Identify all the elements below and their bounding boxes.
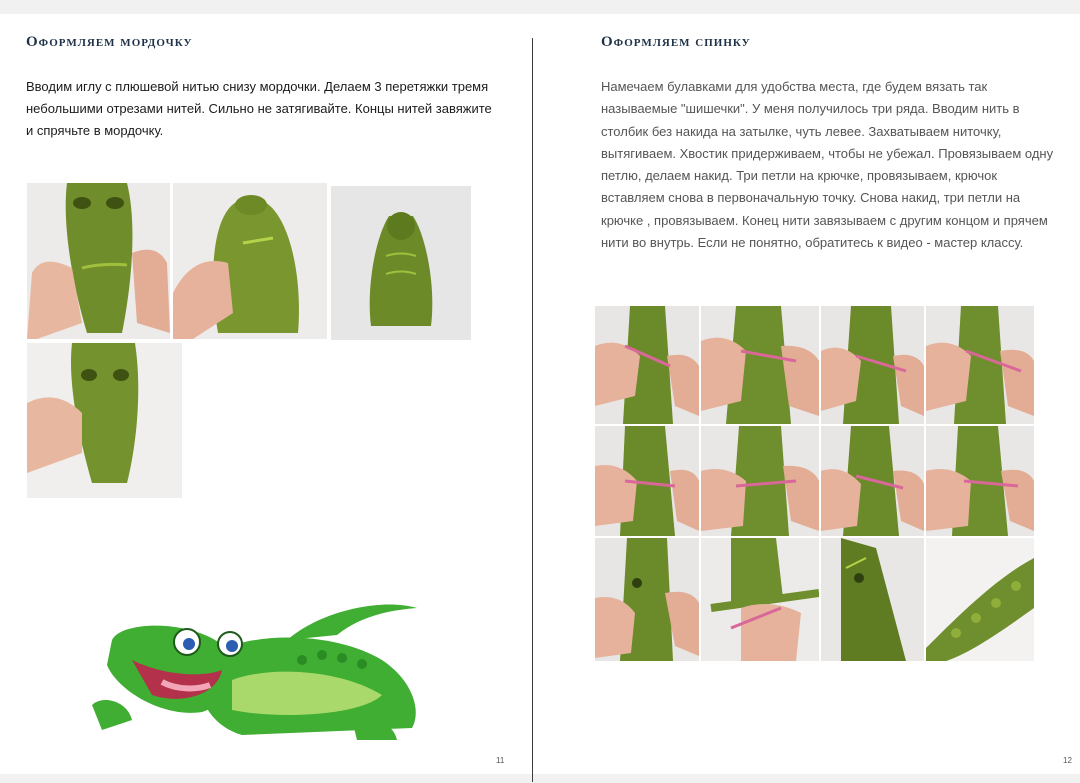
book-spread: [0, 14, 1080, 774]
right-page-number: 12: [1063, 756, 1072, 765]
back-photo-3: [821, 306, 924, 424]
back-photo-7: [821, 426, 924, 536]
back-photo-12: [926, 538, 1034, 661]
cartoon-crocodile: [92, 600, 432, 744]
right-page-heading: Оформляем спинку: [601, 34, 751, 50]
left-page-text: Вводим иглу с плюшевой нитью снизу мордочки. Делаем 3 перетяжки тремя небольшими отрезами нитей. Сильно не затягивайте. Концы нитей завяжите и спрячьте в мордочку.: [26, 79, 492, 138]
back-photo-5: [595, 426, 699, 536]
muzzle-photo-3: [331, 186, 471, 340]
back-photo-grid: [595, 306, 1034, 662]
right-page-text: Намечаем булавками для удобства места, где будем вязать так называемые "шишечки". У меня получилось три ряда. Вводим нить в столбик без накида на затылке, чуть левее. Захватываем ниточку, вытягиваем. Хвостик придерживаем, чтобы не убежал. Провязываем одну петлю, делаем накид. Три петли на крючке, провязываем, крючок вставляем снова в первоначальную точку. Снова накид, три петли на крючке , провязываем. Конец нити завязываем с другим концом и прячем нити во внутрь. Если не понятно, обратитесь к видео - мастер классу.: [601, 79, 1054, 251]
muzzle-photo-4: [27, 343, 182, 498]
left-page-heading: Оформляем мордочку: [26, 34, 193, 50]
left-page-number: 11: [496, 756, 505, 765]
back-photo-11: [821, 538, 924, 661]
muzzle-photo-1: [27, 183, 170, 339]
left-page: [0, 14, 532, 774]
back-photo-1: [595, 306, 699, 424]
back-photo-10: [701, 538, 819, 661]
back-photo-2: [701, 306, 819, 424]
back-photo-6: [701, 426, 819, 536]
back-photo-4: [926, 306, 1034, 424]
muzzle-photo-2: [173, 183, 327, 339]
right-page: [533, 14, 1080, 774]
back-photo-8: [926, 426, 1034, 536]
back-photo-9: [595, 538, 699, 661]
